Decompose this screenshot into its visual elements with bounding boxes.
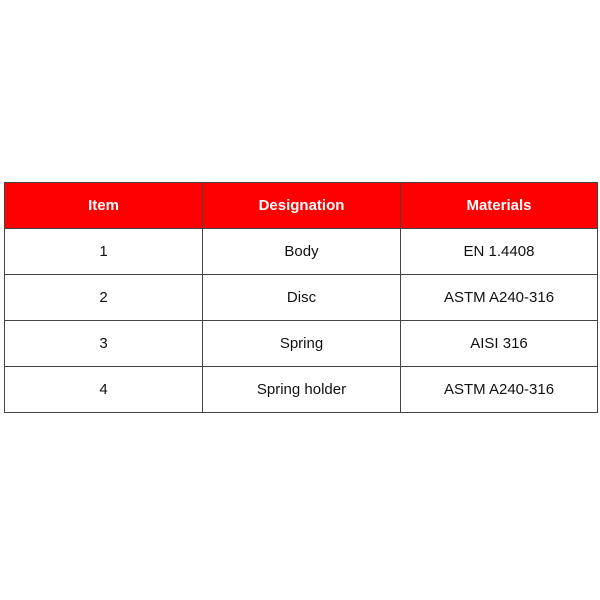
cell-designation: Disc (203, 275, 401, 321)
table-row (5, 321, 598, 367)
cell-item: 3 (5, 321, 203, 367)
cell-material: AISI 316 (401, 321, 598, 367)
header-item: Item (5, 183, 203, 229)
cell-material: EN 1.4408 (401, 229, 598, 275)
cell-item: 1 (5, 229, 203, 275)
header-designation: Designation (203, 183, 401, 229)
cell-item: 2 (5, 275, 203, 321)
cell-material: ASTM A240-316 (401, 367, 598, 413)
cell-designation: Spring (203, 321, 401, 367)
table-body (5, 229, 598, 413)
cell-designation: Body (203, 229, 401, 275)
table-row (5, 229, 598, 275)
header-row (5, 183, 598, 229)
cell-designation: Spring holder (203, 367, 401, 413)
table-row (5, 367, 598, 413)
table-header (5, 183, 598, 229)
table-row (5, 275, 598, 321)
cell-item: 4 (5, 367, 203, 413)
materials-table (4, 182, 598, 413)
header-materials: Materials (401, 183, 598, 229)
materials-table-container (4, 182, 597, 413)
cell-material: ASTM A240-316 (401, 275, 598, 321)
